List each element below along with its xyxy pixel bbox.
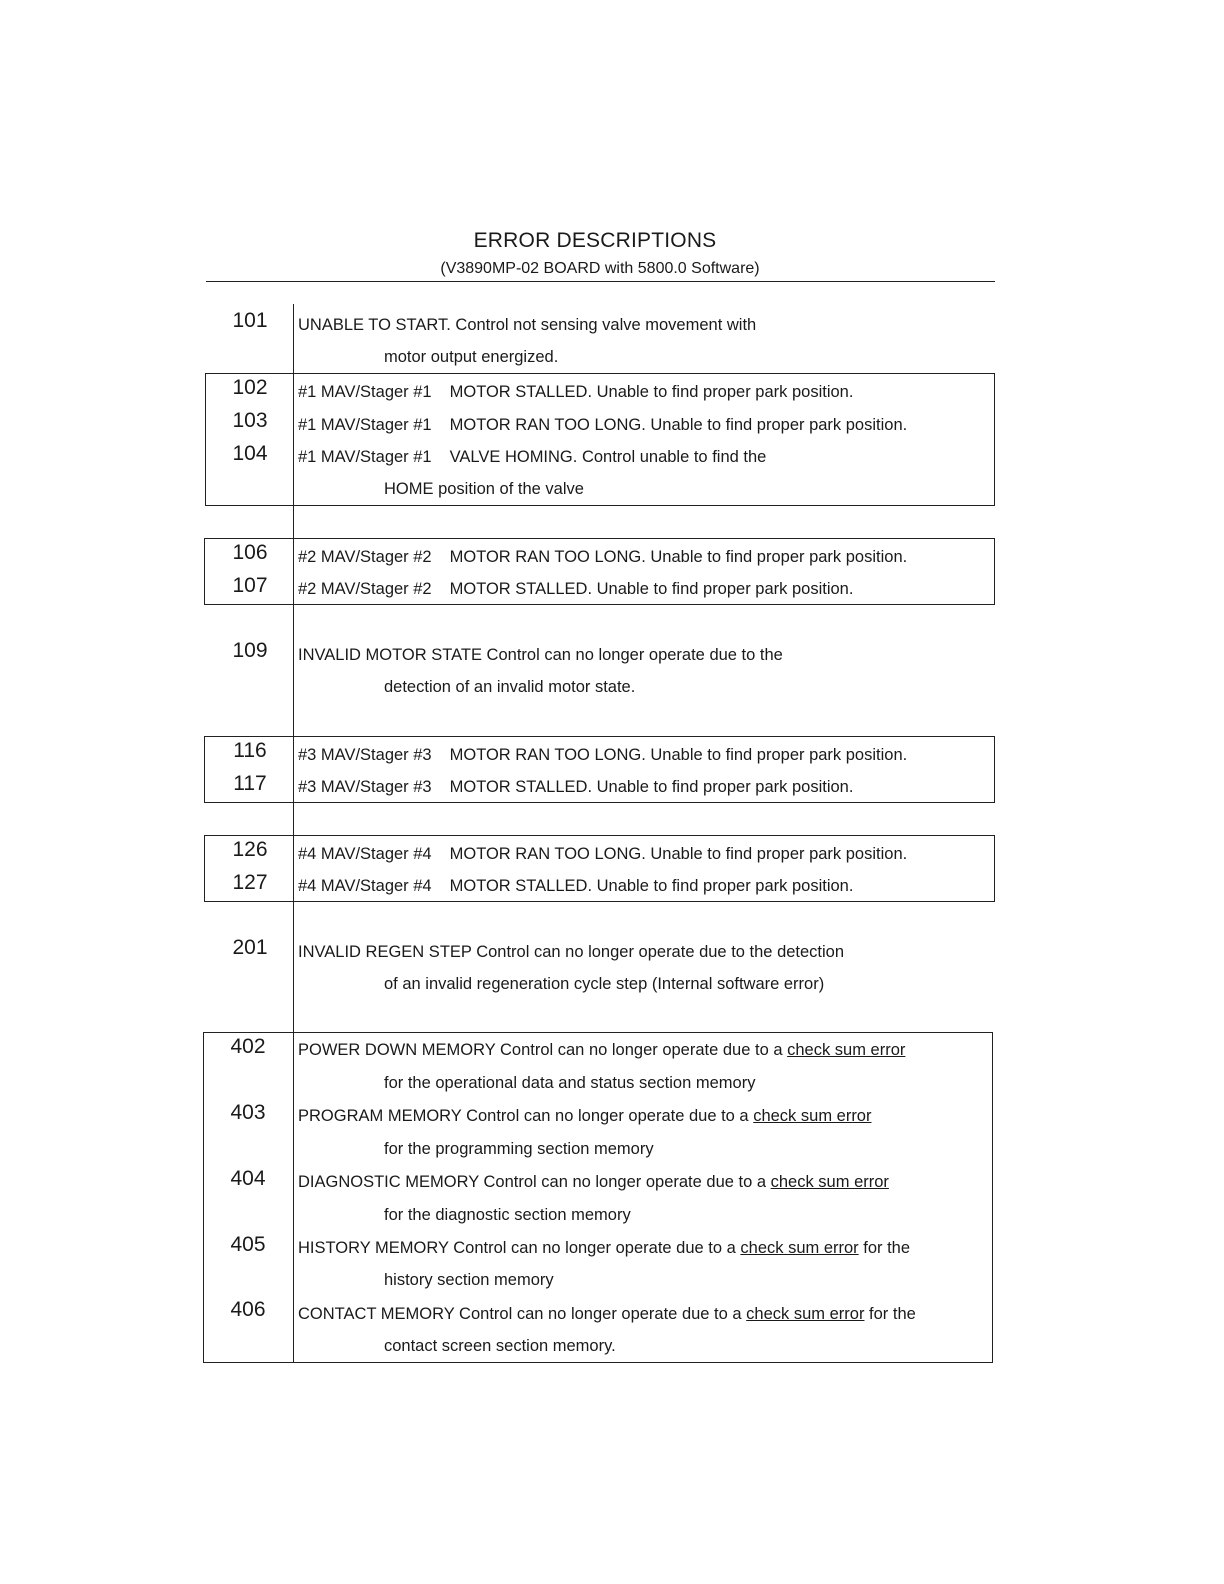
error-code: 102 xyxy=(232,376,268,399)
error-description xyxy=(298,416,907,435)
error-description-cont: contact screen section memory. xyxy=(384,1337,616,1355)
error-code: 116 xyxy=(233,739,267,762)
error-description: INVALID REGEN STEP Control can no longer operate due to the detection xyxy=(298,943,845,961)
error-description-cont: for the diagnostic section memory xyxy=(384,1206,631,1224)
error-description xyxy=(298,1107,871,1126)
error-text-tail: for the xyxy=(858,1239,911,1257)
stager-label: #2 MAV/Stager #2 xyxy=(298,580,432,598)
error-code: 201 xyxy=(232,936,268,959)
check-sum-error-term: check sum error xyxy=(787,1041,906,1059)
error-text: CONTACT MEMORY Control can no longer operate due to a xyxy=(298,1305,747,1323)
error-code: 101 xyxy=(232,309,268,332)
error-description xyxy=(298,746,907,765)
stager-label: #4 MAV/Stager #4 xyxy=(298,877,432,895)
error-text: MOTOR STALLED. Unable to find proper park position. xyxy=(449,778,854,796)
error-text: MOTOR RAN TOO LONG. Unable to find proper park position. xyxy=(449,746,908,764)
error-code: 107 xyxy=(232,574,268,597)
error-text: MOTOR RAN TOO LONG. Unable to find proper park position. xyxy=(449,845,908,863)
error-description xyxy=(298,1041,905,1060)
error-description xyxy=(298,548,907,567)
error-text: MOTOR STALLED. Unable to find proper park position. xyxy=(449,580,854,598)
stager-label: #1 MAV/Stager #1 xyxy=(298,448,432,466)
error-text: MOTOR STALLED. Unable to find proper park position. xyxy=(449,383,854,401)
error-code: 127 xyxy=(232,871,268,894)
stager-label: #1 MAV/Stager #1 xyxy=(298,416,432,434)
error-description-cont: of an invalid regeneration cycle step (Internal software error) xyxy=(384,975,825,993)
stager-label: #3 MAV/Stager #3 xyxy=(298,746,432,764)
error-description xyxy=(298,877,853,896)
error-text: MOTOR RAN TOO LONG. Unable to find proper park position. xyxy=(449,548,908,566)
error-code: 106 xyxy=(232,541,268,564)
check-sum-error-term: check sum error xyxy=(753,1107,872,1125)
error-code: 126 xyxy=(232,838,268,861)
error-description: UNABLE TO START. Control not sensing valve movement with xyxy=(298,316,757,334)
error-text: PROGRAM MEMORY Control can no longer operate due to a xyxy=(298,1107,754,1125)
error-text: MOTOR STALLED. Unable to find proper park position. xyxy=(449,877,854,895)
error-description-cont: for the operational data and status section memory xyxy=(384,1074,756,1092)
error-text: DIAGNOSTIC MEMORY Control can no longer operate due to a xyxy=(298,1173,771,1191)
error-text: MOTOR RAN TOO LONG. Unable to find proper park position. xyxy=(449,416,908,434)
error-text: VALVE HOMING. Control unable to find the xyxy=(449,448,767,466)
stager-label: #3 MAV/Stager #3 xyxy=(298,778,432,796)
error-description xyxy=(298,1173,889,1192)
header-rule xyxy=(206,281,995,282)
error-text: POWER DOWN MEMORY Control can no longer operate due to a xyxy=(298,1041,788,1059)
error-text: HISTORY MEMORY Control can no longer operate due to a xyxy=(298,1239,741,1257)
error-code: 405 xyxy=(230,1233,266,1256)
error-description-cont: HOME position of the valve xyxy=(384,480,584,498)
error-description xyxy=(298,1305,916,1324)
check-sum-error-term: check sum error xyxy=(770,1173,889,1191)
error-code: 406 xyxy=(230,1298,266,1321)
stager-label: #2 MAV/Stager #2 xyxy=(298,548,432,566)
error-description-cont: motor output energized. xyxy=(384,348,559,366)
stager-label: #4 MAV/Stager #4 xyxy=(298,845,432,863)
page-subtitle: (V3890MP-02 BOARD with 5800.0 Software) xyxy=(440,260,760,277)
stager-label: #1 MAV/Stager #1 xyxy=(298,383,432,401)
error-description xyxy=(298,845,907,864)
error-description-cont: detection of an invalid motor state. xyxy=(384,678,636,696)
error-description xyxy=(298,448,766,467)
error-description-cont: history section memory xyxy=(384,1271,554,1289)
error-description: INVALID MOTOR STATE Control can no longer operate due to the xyxy=(298,646,783,664)
error-code: 402 xyxy=(230,1035,266,1058)
error-code: 404 xyxy=(230,1167,266,1190)
error-description xyxy=(298,580,853,599)
error-code: 104 xyxy=(232,442,268,465)
error-code: 109 xyxy=(232,639,268,662)
error-description-cont: for the programming section memory xyxy=(384,1140,654,1158)
error-description xyxy=(298,1239,910,1258)
check-sum-error-term: check sum error xyxy=(740,1239,859,1257)
error-code: 103 xyxy=(232,409,268,432)
error-code: 403 xyxy=(230,1101,266,1124)
check-sum-error-term: check sum error xyxy=(746,1305,865,1323)
page-title: ERROR DESCRIPTIONS xyxy=(473,229,717,252)
error-description xyxy=(298,778,853,797)
error-text-tail: for the xyxy=(864,1305,916,1323)
error-description xyxy=(298,383,853,402)
error-code: 117 xyxy=(233,772,267,795)
